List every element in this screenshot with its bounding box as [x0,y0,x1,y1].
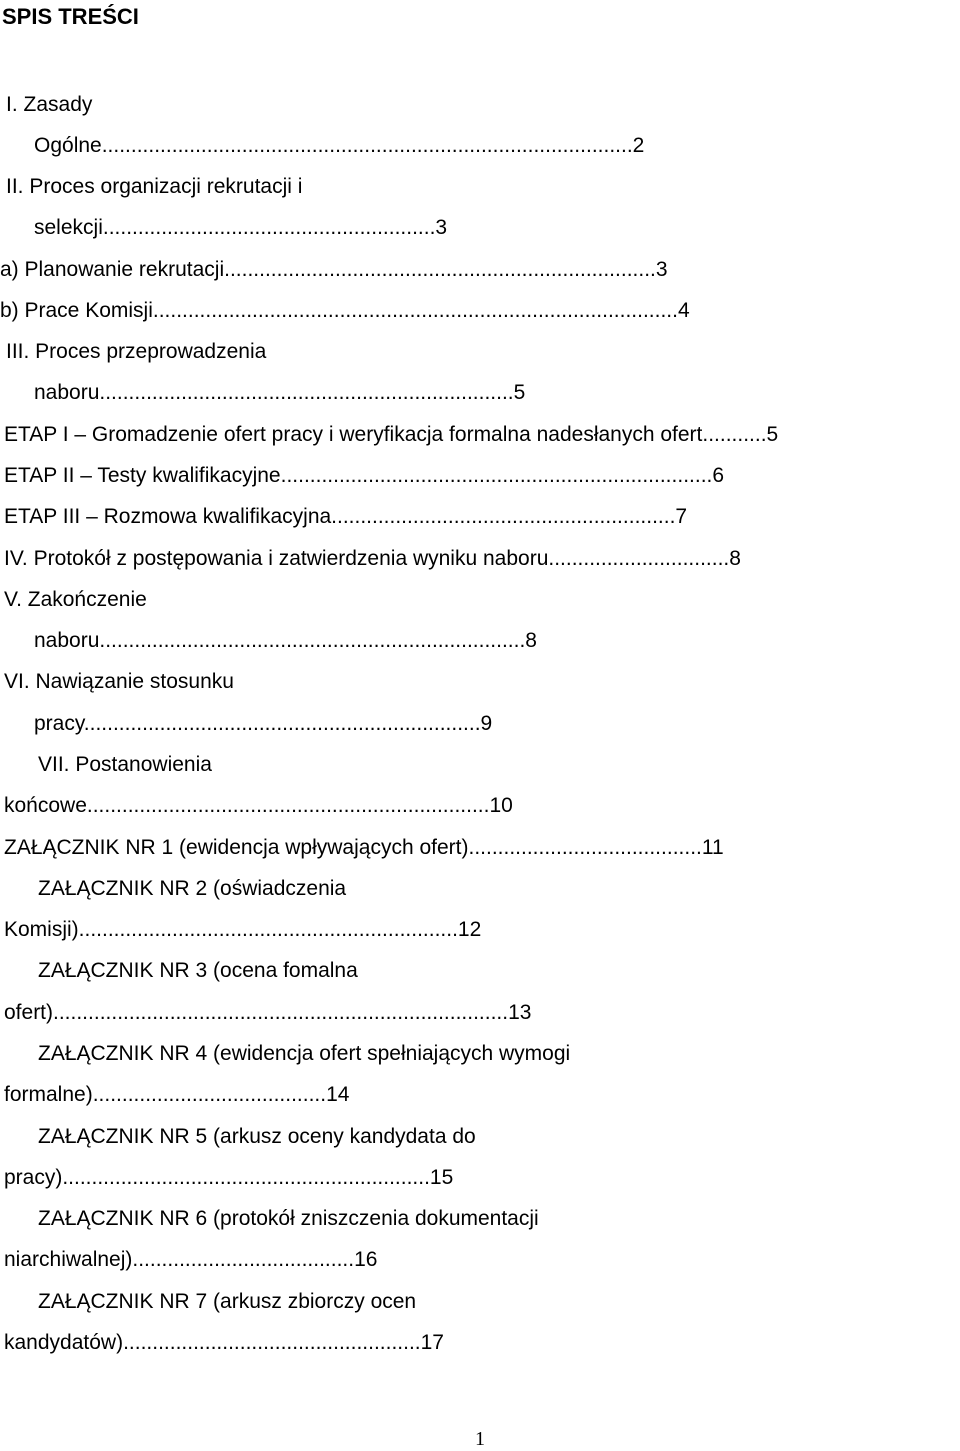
toc-heading-iii: III. Proces przeprowadzenia [6,340,267,363]
toc-entry-zal-3: ofert)..............................................................................13 [4,1001,532,1024]
toc-entry-ii-a: a) Planowanie rekrutacji..........................................................................3 [0,258,668,281]
toc-entry-zal-6: niarchiwalnej)......................................16 [4,1248,378,1271]
toc-heading-zal-6: ZAŁĄCZNIK NR 6 (protokół zniszczenia dokumentacji [38,1207,539,1230]
toc-heading-vii: VII. Postanowienia [38,753,212,776]
toc-entry-iv: IV. Protokół z postępowania i zatwierdzenia wyniku naboru...............................8 [4,547,741,570]
toc-heading-zal-4: ZAŁĄCZNIK NR 4 (ewidencja ofert spełniających wymogi [38,1042,571,1065]
toc-entry-i: Ogólne...........................................................................................2 [34,134,645,157]
toc-heading-v: V. Zakończenie [4,588,147,611]
toc-entry-etap-i: ETAP I – Gromadzenie ofert pracy i weryfikacja formalna nadesłanych ofert...........5 [4,423,779,446]
toc-entry-zal-7: kandydatów)...................................................17 [4,1331,444,1354]
toc-entry-etap-ii: ETAP II – Testy kwalifikacyjne..........................................................................6 [4,464,725,487]
toc-heading-zal-7: ZAŁĄCZNIK NR 7 (arkusz zbiorczy ocen [38,1290,417,1313]
toc-entry-iii: naboru.......................................................................5 [34,381,526,404]
toc-entry-zal-1: ZAŁĄCZNIK NR 1 (ewidencja wpływających ofert)........................................11 [4,836,724,859]
toc-entry-etap-iii: ETAP III – Rozmowa kwalifikacyjna...........................................................7 [4,505,688,528]
toc-entry-ii: selekcji.........................................................3 [34,216,448,239]
toc-heading-zal-2: ZAŁĄCZNIK NR 2 (oświadczenia [38,877,347,900]
toc-entry-zal-2: Komisji).................................................................12 [4,918,482,941]
toc-heading-zal-3: ZAŁĄCZNIK NR 3 (ocena fomalna [38,959,358,982]
toc-heading-i: I. Zasady [6,93,93,116]
toc-entry-zal-5: pracy)...............................................................15 [4,1166,454,1189]
toc-entry-ii-b: b) Prace Komisji..........................................................................................4 [0,299,690,322]
toc-entry-v: naboru.........................................................................8 [34,629,537,652]
toc-entry-vi: pracy....................................................................9 [34,712,493,735]
document-title: SPIS TREŚCI [2,4,139,29]
page-number: 1 [475,1428,485,1450]
toc-heading-vi: VI. Nawiązanie stosunku [4,670,234,693]
toc-heading-ii: II. Proces organizacji rekrutacji i [6,175,303,198]
toc-entry-vii: końcowe.....................................................................10 [4,794,513,817]
toc-entry-zal-4: formalne)........................................14 [4,1083,350,1106]
toc-heading-zal-5: ZAŁĄCZNIK NR 5 (arkusz oceny kandydata do [38,1125,476,1148]
